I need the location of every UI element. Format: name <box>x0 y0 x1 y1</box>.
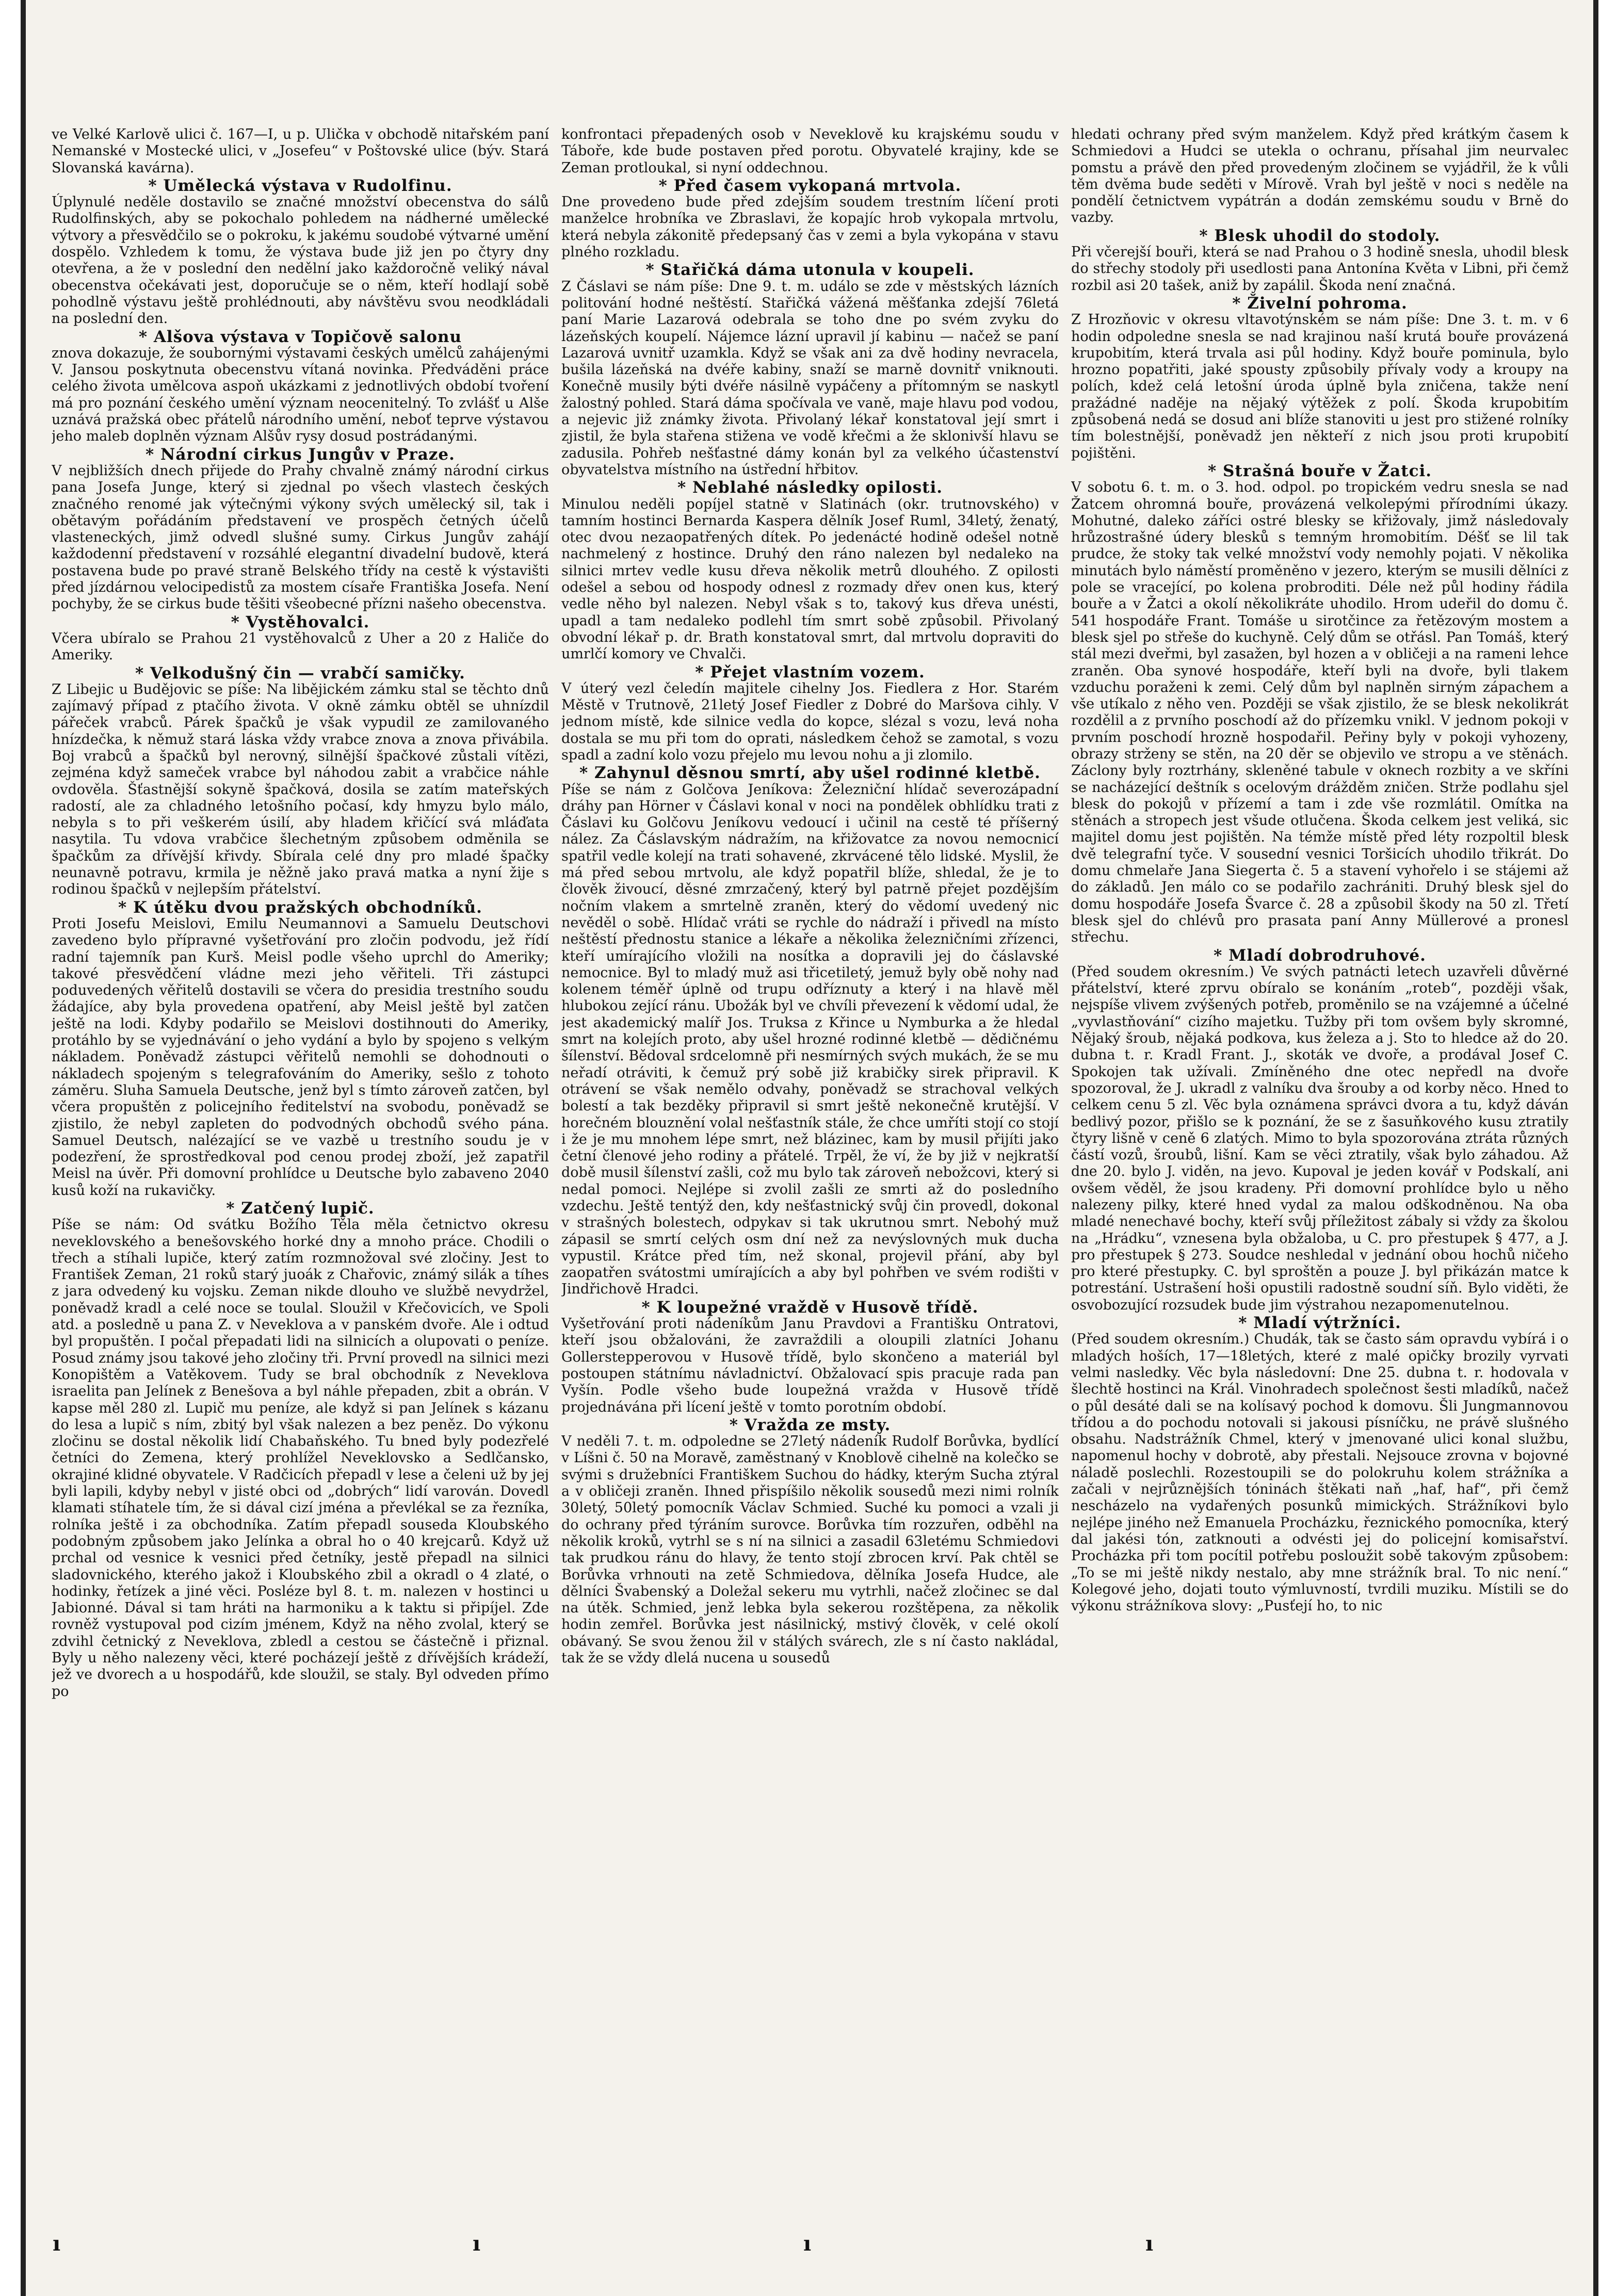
article <box>561 664 1059 764</box>
article <box>561 177 1059 261</box>
article-heading: * Mladí výtržníci. <box>1238 1314 1401 1333</box>
article-heading: * Národní cirkus Jungův v Praze. <box>145 445 455 464</box>
print-marks <box>21 2232 1598 2256</box>
article-body: Vyšetřování proti nádeníkům Janu Pravdovi a Františku Ontratovi, kteří jsou obžalováni, že zavraždili a oloupili zlatníci Johanu Gollerstepperovou v Husově třídě, bylo skončeno a materiál byl postoupen státnímu návladnictví. Obžalovací spis pracuje rada pan Vyšín. Podle všeho bude loupežná vražda v Husově třídě projednávána při lícení ještě v tomto porotním období. <box>561 1316 1059 1415</box>
scan-border-right <box>1593 0 1598 2296</box>
article-body: Dne provedeno bude před zdejším soudem trestním líčení proti manželce hrobníka ve Zbraslavi, že kopajíc hrob vykopala mrtvolu, která nebyla zákonitě předepsaný čas v zemi a byla vykopána v stavu plného rozkladu. <box>561 194 1059 261</box>
article-body: Minulou neděli popíjel statně v Slatinách (okr. trutnovského) v tamním hostinci Bernarda Kaspera dělník Josef Ruml, 34letý, ženatý, otec dvou nezaopatřených dítek. Po jedenácté hodině odešel notně nachmelený z hostince. Druhý den ráno nalezen byl nedaleko na silnici mrtev vedle kusu dřeva několik metrů dlouhého. Z opilosti odešel a sebou od hospody odnesl z rozmady dřev onen kus, který vedle něho byl nalezen. Nebyl však s to, takový kus dřeva unésti, upadl a tam nedaleko podlehl tím smrt sobě způsobil. Přivolaný obvodní lékař p. dr. Brath konstatoval smrt, dal mrtvolu dopraviti do umrlčí komory ve Chvalči. <box>561 496 1059 662</box>
article-heading: * Umělecká výstava v Rudolfinu. <box>148 176 452 195</box>
article-heading: * Neblahé následky opilosti. <box>677 478 943 497</box>
article-heading: * K loupežné vraždě v Husově třídě. <box>641 1298 979 1317</box>
article <box>52 614 549 664</box>
article-body: Proti Josefu Meislovi, Emilu Neumannovi a Samuelu Deutschovi zavedeno bylo přípravné vyšetřování pro zločin podvodu, jež řídí radní tajemník pan Kurš. Meisl podle všeho uprchl do Ameriky; takové přesvědčení vládne mezi jeho věřiteli. Tři zástupci poduvedených věřitelů dostavili se včera do presidia trestního soudu žádajíce, aby byla provedena opatření, aby Meisl ještě byl zatčen ještě na lodi. Kdyby podařilo se Meislovi dostihnouti do Ameriky, protáhlo by se vyjednávání o jeho vydání a bylo by spojeno s velkým nákladem. Poněvadž zástupci věřitelů nemohli se dohodnouti o nákladech spojeným s telegrafováním do Ameriky, sešlo z tohoto záměru. Sluha Samuela Deutsche, jenž byl s tímto zároveň zatčen, byl včera propuštěn z policejního ředitelství na svobodu, poněvadž se zjistilo, že nebyl zapleten do podvodných obchodů svého pána. Samuel Deutsch, nalézající se ve vazbě u trestního soudu je v podezření, že sprostředkoval pod cenou prodej zboží, jež zapatřil Meisl na úvěr. Při domovní prohlídce u Deutsche bylo zabaveno 2040 kusů koží na rukavičky. <box>52 915 549 1199</box>
article-body: Včera ubíralo se Prahou 21 vystěhovalců z Uher a 20 z Haliče do Ameriky. <box>52 630 549 664</box>
print-mark: ı <box>473 2232 481 2256</box>
article <box>52 899 549 1199</box>
article-body: (Před soudem okresním.) Chudák, tak se často sám opravdu vybírá i o mladých hoších, 17—18letých, které z malé opičky brozily vyrvati velmi nasledky. Věc byla následovní: Dne 25. dubna t. r. hodovala v šlechtě hostinci na Král. Vinohradech společnost šesti mladíků, načež o půl desáté dali se na kolísavý pochod k domovu. Šli Jungmannovou třídou a do pochodu notovali si jakousi písníčku, ne právě slušného obsahu. Nadstrážník Chmel, který v jmenované ulici konal službu, napomenul hochy v dobrotě, aby přestali. Nejsouce zrovna v bojovné náladě poslechli. Rozestoupili se do polokruhu kolem strážníka a začali v nejrůznějších tóninách štěkati naň „haf, haf“, při čemž nescházelo na vydařených posunků mimických. Strážníkovi bylo nejlépe jiného než Emanuela Procházku, řeznického pomocníka, který dal jakési tón, zatknouti a odvésti jej do policejní komisařství. Procházka při tom pocítil potřebu posloužit sobě takovým způsobem: „To se mi ještě nikdy nestalo, aby mne strážník bral. To nic není.“ Kolegové jeho, dojati touto výmluvností, tvrdili muziku. Místili se do výkonu strážníkova slovy: „Pusťejí ho, to nic <box>1071 1331 1569 1614</box>
article-body: znova dokazuje, že soubornými výstavami českých umělců zahájenými V. Jansou poskytnuta obecenstvu vítaná novinka. Předváděni práce celého života umělcova aspoň ukázkami z jednotlivých období tvoření má pro poznání českého umění význam neocenitelný. To zvlášť u Alše uznává pražská obec přátelů národního umění, neboť teprve výstavou jeho maleb doplněn význam Alšův rysy dosud postrádanými. <box>52 345 549 445</box>
article-body: ve Velké Karlově ulici č. 167—I, u p. Ulička v obchodě nitařském paní Nemanské v Mostecké ulici, v „Josefeu“ v Poštovské ulice (býv. Stará Slovanská kavárna). <box>52 126 549 176</box>
column-1 <box>52 126 549 2103</box>
article-heading: * Živelní pohroma. <box>1232 294 1408 313</box>
column-3 <box>1071 126 1569 2103</box>
article-body: Úplynulé neděle dostavilo se značné množství obecenstva do sálů Rudolfinských, aby se pokochalo pohledem na nádherné umělecké výtvory a přesvědčilo se o pokroku, k jakému soudobé výtvarné umění dospělo. Vzhledem k tomu, že výstava bude již jen po čtyry dny otevřena, a že v poslední den nedělní jako každoročně veliký nával obecenstva očekávati jest, doporučuje se o něm, kteří hodlají sobě pohodlně výstavu ještě prohlédnouti, aby návštěvu svou neodkládali na poslední den. <box>52 194 549 327</box>
article-heading: * Alšova výstava v Topičově salonu <box>138 327 462 346</box>
article-body: V úterý vezl čeledín majitele cihelny Jos. Fiedlera z Hor. Starém Městě v Trutnově, 21letý Josef Fiedler z Dobré do Maršova cihly. V jednom místě, kde silnice vedla do kopce, slézal s vozu, levá noha dostala se mu při tom do oprati, následkem čehož se zamotal, s vozu spadl a zadní kolo vozu přejelo mu levou nohu a ji zlomilo. <box>561 680 1059 763</box>
article-body: V sobotu 6. t. m. o 3. hod. odpol. po tropickém vedru snesla se nad Žatcem ohromná bouře, provázená velkolepými přírodními úkazy. Mohutné, daleko záříci ostré blesky se křižovaly, jimž následovaly hrůzostrašné údery blesků s temným hromobitím. Déšť se lil tak prudce, že stoky tak velké množství vody nemohly pojati. V několika minutách bylo náměstí proměněno v jezero, kterým se musili dělníci z pole se vracející, po kolena probroditi. Déle než půl hodiny řádila bouře a v Žatci a okolí několikráte uhodilo. Hrom udeřil do domu č. 541 hospodáře Frant. Tomáše u sirotčince za řetězovým mostem a blesk sjel po střeše do kuchyně. Celý dům se otřásl. Pan Tomáš, který stál mezi dveřmi, byl zasažen, byl hozen a v obličeji a na rameni lehce zraněn. Oba synové hospodáře, kteří byli na dvoře, byli tlakem vzduchu poraženi k zemi. Celý dům byl naplněn sirným zápachem a vše utíkalo z něho ven. Později se však zjistilo, že se blesk nekolikrát rozdělil a z prvního poschodí až do přízemku vnikl. V jednom pokoji v prvním poschodí hrozně hospodařil. Peřiny byly v pokoji vyhozeny, obrazy strženy se stěn, na 20 děr se objevilo ve stropu a ve stěnách. Záclony byly roztrhány, skleněné tabule v oknech rozbity a ve skříni se nacházející deštník s ocelovým drážděm zničen. Strže podlahu sjel blesk do pokojů v přízemí a tam i zde vše rozmlátil. Omítka na stěnách a stropech jest všude otlučena. Škoda celkem jest veliká, sic majitel domu jest pojištěn. Na témže místě před léty rozpoltil blesk dvě telegrafní tyče. V sousední vesnici Toršicích uhodilo třikrát. Do domu chmelaře Jana Siegerta č. 5 a stavení vyhořelo i se stájemi až do základů. Jen málo co se podařilo zachrániti. Druhý blesk sjel do domu hospodáře Josefa Švarce č. 28 a způsobil škody na 50 zl. Třetí blesk sjel do chlévů pro prasata paní Anny Müllerové a pronesl střechu. <box>1071 479 1569 946</box>
article-body: Z Hrozňovic v okresu vltavotýnském se nám píše: Dne 3. t. m. v 6 hodin odpoledne snesla se nad krajinou naší krutá bouře provázená krupobitím, která trvala asi půl hodiny. Když bouře pominula, bylo hrozno popatřiti, jaké spousty způsobily přívaly vody a kroupy na polích, kdež celá letošní úroda úplně byla zničena, takže není pražádné naděje na nějaký výtěžek z polí. Škoda krupobitím způsobená nedá se dosud ani blíže stanoviti u jest pro stižené rolníky tím bolestnější, poněvadž jen někteří z nich jsou proti krupobití pojištěni. <box>1071 312 1569 461</box>
article-body: Z Libejic u Budějovic se píše: Na libějickém zámku stal se těchto dnů zajímavý případ z ptačího života. V okně zámku obtěl se uhnízdil pářeček vrabců. Párek špačků je však vypudil ze zamilovaného hnízdečka, k němuž stará láska vždy vrabce znova a znova přivábila. Boj vrabců a špačků byl nerovný, silnější špačkové zůstali vítězi, zejména když sameček vrabce byl náhodou zabit a vrabčice náhle ovdověla. Šťastnější sokyně špačková, dosila se zatím mateřských radostí, ale za chladného letošního počasí, kdy hmyzu bylo málo, nebyla s to při veškerém úsilí, aby hladem křičící svá mláďata nasytila. Tu vdova vrabčice šlechetným způsobem odměnila se špačkům za dřívější křivdy. Sbírala celé dny pro mladé špačky neunavně potravu, krmila je něžně jako pravá matka a nyní žije s rodinou špačků v nejlepším přátelství. <box>52 681 549 898</box>
article <box>561 1417 1059 1667</box>
newspaper-page <box>21 0 1598 2296</box>
article-body: (Před soudem okresním.) Ve svých patnácti letech uzavřeli důvěrné přátelství, které zprvu obíralo se konáním „roteb“, později však, nejspíše vlivem zvýšených potřeb, proměnilo se na vzájemné a účelné „vyvlastňování“ cizího majetku. Tužby při tom ovšem byly skromné, Nějaký šroub, nějaká podkova, kus železa a j. Sto to hledce až do 20. dubna t. r. Kradl Frant. J., skoták ve dvoře, a prodával Josef C. Spokojen tak užívali. Zmíněného dne otec nepředl na dvoře spozoroval, že J. ukradl z valníku dva šrouby a od korby něco. Hned to celkem cenu 5 zl. Věc byla oznámena správci dvora a tu, když dáván bedlivý pozor, přišlo se k poznání, že se z šasuňkového kusu ztratily čtyry lišně v ceně 6 zlatých. Mimo to byla spozorována ztráta různých částí vozů, šroubů, lišní. Kam se věci ztratily, však bylo záhadou. Až dne 20. bylo J. viděn, na jevo. Kupoval je jeden kovář v Podskalí, ani ovšem věděl, že jsou kradeny. Při domovní prohlídce bylo u něho nalezeny pilky, které hned vydal za malou odškodněnou. Na oba mladé nenechavé bochy, kteří svůj příležitost zábaly si vždy za školou na „Hrádku“, vznesena byla obžaloba, u C. pro přestupek § 477, a J. pro přestupek § 273. Soudce neshledal v jednání obou hochů ničeho pro které přestupky. C. byl sproštěn a pouze J. byl přikázán matce k potrestání. Ustrašení hoši opustili radostně soudní síň. Bylo viděti, že osvobozující rozsudek bude jim výstrahou nezapomenutelnou. <box>1071 963 1569 1313</box>
article <box>52 126 549 176</box>
scan-border-left <box>21 0 26 2296</box>
article <box>561 262 1059 478</box>
print-mark: ı <box>1145 2232 1154 2256</box>
article-heading: * Zatčený lupič. <box>226 1199 375 1218</box>
article <box>1071 1315 1569 1614</box>
article <box>1071 228 1569 294</box>
article <box>52 665 549 898</box>
article <box>1071 126 1569 227</box>
article <box>1071 463 1569 946</box>
article-heading: * Zahynul děsnou smrtí, aby ušel rodinné kletbě. <box>579 764 1041 783</box>
article <box>561 126 1059 176</box>
article-body: V nejbližších dnech přijede do Prahy chvalně známý národní cirkus pana Josefa Junge, který si zjednal po všech vlastech českých značného renomé jak výtečnými výkony svých umělecký sil, tak i obětavým pořádáním představení ve prospěch četných účelů vlasteneckých, jimž odvedl slušné sumy. Cirkus Jungův zahájí každodenní představení v rozsáhlé elegantní divadelní budově, která postavena bude po pravé straně Belského třídy na cestě k výstavišti před jízdárnou velocipedistů za mostem císaře Františka Josefa. Není pochyby, že se cirkus bude těšiti všeobecné přízni našeho obecenstva. <box>52 462 549 612</box>
article-body: Píše se nám z Golčova Jeníkova: Železniční hlídač severozápadní dráhy pan Hörner v Čáslavi konal v noci na pondělek obhlídku trati z Čáslavi ku Golčovu Jeníkovu vedoucí i učinil na cestě té příšerný nález. Za Čáslavským nádražím, na křižovatce za novou nemocnicí spatřil vedle kolejí na trati sohavené, zkrvácené tělo lidské. Myslil, že má před sebou mrtvolu, ale když popatřil blíže, shledal, že je to člověk živoucí, děsné zmrzačený, který byl patrně přejet pozdějším nočním vlakem a smrtelně zraněn, který do vědomí uvedený nic nevěděl o sobě. Hlídač vráti se rychle do nádraží i přivedl na místo neštěstí přednostu stanice a lékaře a několika železničními zřízenci, kteří umírajícího vložili na nosítka a dopravili jej do čáslavské nemocnice. Byl to mladý muž asi třicetiletý, jemuž byly obě nohy nad kolenem téměř úplně od trupu odříznuty a který i na hlavě měl hlubokou zející ránu. Ubožák byl ve chvíli převezení k vědomí udal, že jest akademický malíř Jos. Truksa z Křince u Nymburka a že hledal smrt na kolejích proto, aby ušel hrozné rodinné kletbě — dědičnému šílenství. Bědoval srdcelomně při nesmírných svých mukách, že se mu neřadí otráviti, k čemuž prý sobě již krabičky sirek připravil. K otrávení se však nemělo odvahy, poněvadž se strachoval velkých bolestí a tak bezděky připravil si smrt ještě nekonečně krutější. V horečném blouznění volal nešťastník stále, že chce umříti stojí co stojí i že je mu mnohem lépe smrt, než blázinec, kam by musil přijíti jako četní členové jeho rodiny a přátelé. Trpěl, že ví, že by již v nejkratší době musil šílenství zašli, což mu bylo tak zároveň nebožcovi, který si nedal pomoci. Nejlépe si zvolil zašli ze smrti až do posledního vzdechu. Ještě tentýž den, kdy nešťastnický svůj čin provedl, dokonal v strašných bolestech, odpykav si tak ukrutnou smrt. Nebohý muž zápasil se smrtí celých osm dní než za nevýslovných muk ducha vypustil. Krátce před tím, než skonal, projevil přání, aby byl zaopatřen svátostmi umírajících a aby byl pohřben ve svém rodišti v Jindřichově Hradci. <box>561 781 1059 1298</box>
article <box>1071 947 1569 1314</box>
article-body: hledati ochrany před svým manželem. Když před krátkým časem k Schmiedovi a Hudci se utekla o ochranu, přísahal jim neurvalec pomstu a právě den před provedeným zločinem se vyjádřil, že k vůli těm dvěma bude seděti v Mírově. Vrah byl ještě v noci s neděle na pondělí četnictvem vypátrán a dodán zemskému soudu v Brně do vazby. <box>1071 126 1569 226</box>
article-heading: * Velkodušný čin — vrabčí samičky. <box>135 664 465 683</box>
article <box>52 329 549 445</box>
article-heading: * Vražda ze msty. <box>729 1415 891 1434</box>
article-heading: * Vystěhovalci. <box>231 612 370 632</box>
article <box>52 177 549 328</box>
article-body: Při včerejší bouři, která se nad Prahou o 3 hodině snesla, uhodil blesk do střechy stodoly při usedlosti pana Antonína Květa v Libni, při čemž rozbil asi 20 tašek, aniž by zapálil. Škoda není značná. <box>1071 244 1569 294</box>
article-body: Z Čáslavi se nám píše: Dne 9. t. m. událo se zde v městských lázních politování hodné neštěstí. Stařičká vážená měšťanka zdejší 76letá paní Marie Lazarová odebrala se toho dne po svém zvyku do lázeňských koupelí. Nájemce lázní upravil jí kabinu — načež se paní Lazarová uvnitř uzamkla. Když se však ani za dvě hodiny nevracela, bušila lázeňská na dvéře kabiny, snaží se marně dovnitř vniknouti. Konečně musily býti dvéře násilně vypáčeny a přítomným se naskytl žalostný pohled. Stará dáma spočívala ve vaně, maje hlavu pod vodou, a nejevic již známky života. Přivolaný lékař konstatoval její smrt i zjistil, že byla stařena stižena ve vodě křečmi a že sklonivší hlavu se zadusila. Pohřeb nešťastné dámy konán byl za velkého účastenství obyvatelstva místního na ústřední hřbitov. <box>561 278 1059 478</box>
article-heading: * Přejet vlastním vozem. <box>695 662 925 682</box>
article <box>52 446 549 613</box>
article <box>52 1200 549 1700</box>
article <box>1071 295 1569 462</box>
article <box>561 1299 1059 1416</box>
article-heading: * Mladí dobrodruhové. <box>1214 946 1426 965</box>
column-2 <box>561 126 1059 2103</box>
article <box>561 479 1059 662</box>
article <box>561 765 1059 1298</box>
print-mark: ı <box>803 2232 812 2256</box>
print-mark: ı <box>53 2232 61 2256</box>
article-body: konfrontaci přepadených osob v Neveklově ku krajskému soudu v Táboře, kde bude postaven před porotu. Obyvatelé krajiny, kde se Zeman protloukal, si nyní oddechnou. <box>561 126 1059 176</box>
article-body: V neděli 7. t. m. odpoledne se 27letý nádeník Rudolf Borůvka, bydlící v Líšni č. 50 na Moravě, zaměstnaný v Knoblově cihelně na kolečko se svými s družebníci Františkem Suchou do hádky, kterým Sucha ztýral a v obličeji zraněn. Ihned přispíšilo několik sousedů mezi nimi rolník 30letý, 50letý pomocník Václav Schmied. Suché ku pomoci a vzali ji do ochrany před týráním surovce. Borůvka tím rozzuřen, odběhl na několik kroků, vytrhl se s ní na silnici a zasadil 63letému Schmiedovi tak prudkou ránu do hlavy, že tento stojí zbrocen krví. Pak chtěl se Borůvka vrhnouti na zetě Schmiedova, dělníka Josefa Hudce, ale dělníci Švabenský a Doležal sekeru mu vytrhli, načež zločinec se dal na útěk. Schmied, jenž lebka byla sekerou rozštěpena, za několik hodin zemřel. Borůvka jest násilnický, mstivý člověk, v celé okolí obávaný. Se svou ženou žil v stálých svárech, zle s ní často nakládal, tak že se vždy dlelá nucena u sousedů <box>561 1433 1059 1667</box>
article-heading: * Stařičká dáma utonula v koupeli. <box>645 261 975 280</box>
article-body: Píše se nám: Od svátku Božího Těla měla četnictvo okresu neveklovského a benešovského horké dny a mnoho práce. Chodili o třech a stíhali lupiče, který zatím rozmnožoval své zločiny. Jest to František Zeman, 21 roků starý juoák z Chařovic, známý silák a tíhes z jara odvedený ku vojsku. Zeman nikde dlouho ve službě nevydržel, poněvadž kradl a celé noce se toulal. Sloužil v Křečovicích, ve Spoli atd. a posledně u pana Z. v Neveklova a v panském dvoře. Ale i odtud byl propuštěn. I počal přepadati lidi na silnicích a olupovati o peníze. Posud známy jsou takové jeho zločiny tři. První provedl na silnici mezi Konopištěm a Vatěkovem. Tudy se bral obchodník z Neveklova israelita pan Jelínek z Benešova a byl náhle přepaden, zbit a obrán. V kapse měl 280 zl. Lupič mu peníze, ale když si pan Jelínek s kázanu do lesa a lupič s ním, zbitý byl však nalezen a bez peněz. Do výkonu zločinu se dostal několik lidí Chabaňského. Tu bned byly podezřelé četníci do Zemena, který prohlížel Neveklovsko a Sedlčansko, okrajiné klidné obyvatele. V Radčicích přepadl v lese a čeleni už by jej byli lapili, kdyby nebyl v jisté obci od „dobrých“ lidí varován. Dovedl klamati stíhatele tím, že si dával cizí jména a převlékal se za řezníka, rolníka ještě i za obchodníka. Zatím přepadl souseda Kloubského podobným způsobem jako Jelínka a obral ho o 40 krejcarů. Když už prchal od vesnice k vesnici před četníky, jestě přepadl na silnici sladovnického, kterého jakož i Kloubského zbil a okradl o 4 zlaté, o hodinky, řetízek a jiné věci. Posléze byl 8. t. m. nalezen v hostinci u Jabionné. Dával si tam hráti na harmoniku a k taktu si připíjel. Zde rovněž vystupoval pod cizím jménem, Když na něho zvolal, který se zdvihl četnický z Neveklova, zbledl a cestou se částečně i přiznal. Byly u něho nalezeny věci, které pocházejí ještě z dřívějších krádeží, jež ve dvorech a u hospodářů, kde sloužil, se staly. Byl odveden přímo po <box>52 1217 549 1700</box>
article-heading: * Blesk uhodil do stodoly. <box>1199 226 1441 245</box>
article-heading: * Před časem vykopaná mrtvola. <box>658 176 962 195</box>
article-heading: * K útěku dvou pražských obchodníků. <box>118 898 482 917</box>
article-heading: * Strašná bouře v Žatci. <box>1207 461 1432 480</box>
text-columns <box>52 126 1569 2103</box>
